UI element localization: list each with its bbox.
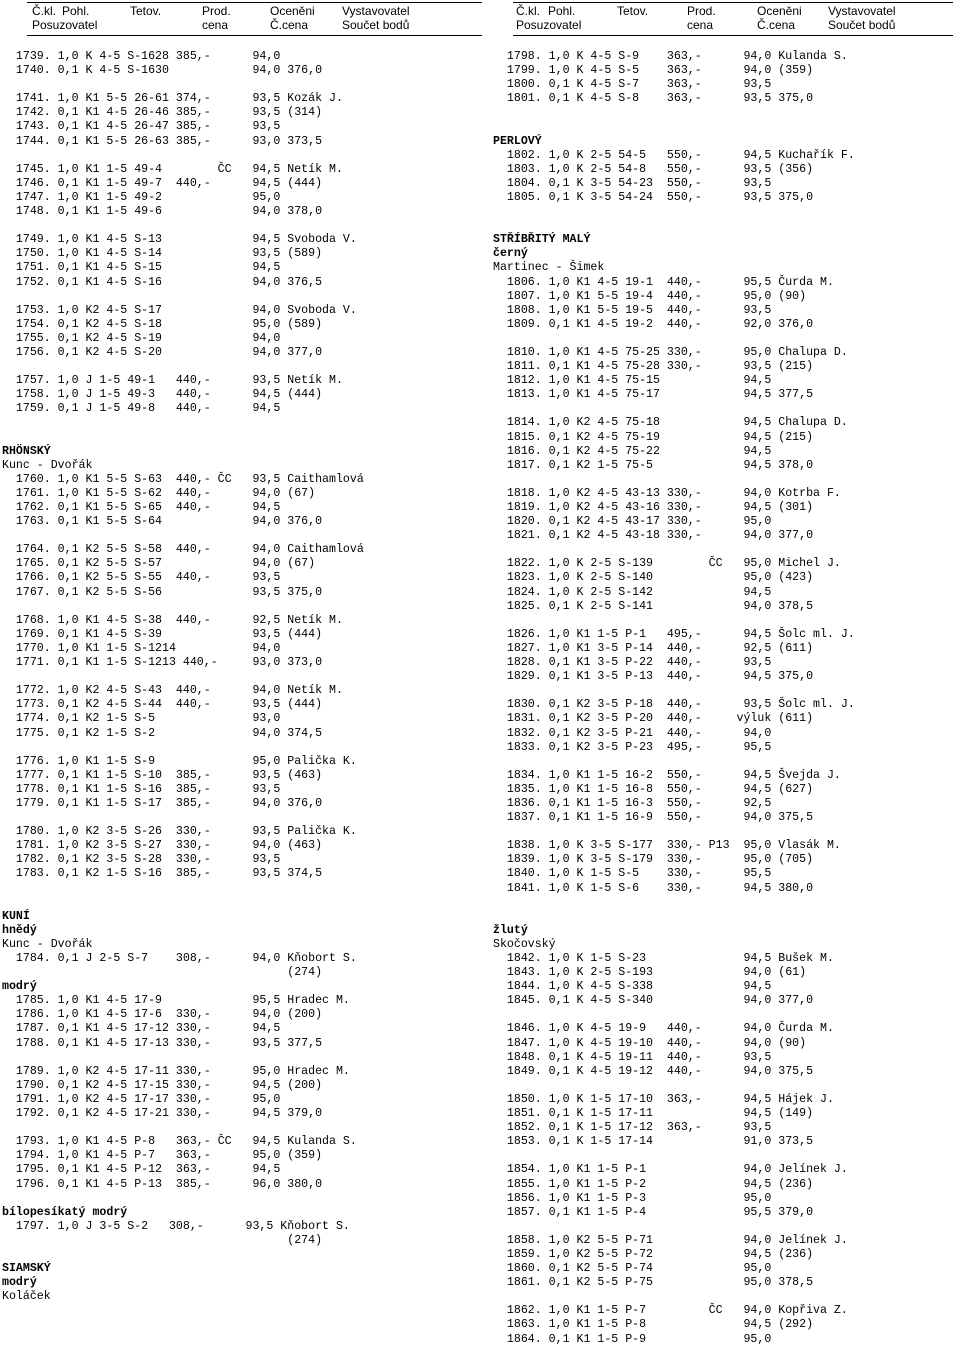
spacer [493, 543, 958, 557]
left-column [2, 50, 480, 1304]
table-row: 1794. 1,0 K1 4-5 P-7 363,- 95,0 (359) [2, 1149, 323, 1163]
table-row: 1859. 1,0 K2 5-5 P-72 94,5 (236) [493, 1247, 814, 1261]
header-cell-price: Prod. [202, 4, 231, 18]
table-row: 1777. 0,1 K1 1-5 S-10 385,- 93,5 (463) [2, 768, 323, 782]
table-row: 1781. 1,0 K2 3-5 S-27 330,- 94,0 (463) [2, 839, 323, 853]
table-row: 1840. 1,0 K 1-5 S-5 330,- 95,5 [493, 867, 772, 881]
table-row: 1848. 0,1 K 4-5 19-11 440,- 93,5 [493, 1050, 772, 1064]
text-line: Skočovský [493, 937, 556, 951]
spacer [2, 1121, 480, 1135]
spacer [493, 205, 958, 219]
table-row: 1804. 0,1 K 3-5 54-23 550,- 93,5 [493, 176, 772, 190]
header-cell-judge: Posuzovatel [516, 18, 582, 32]
table-row: 1834. 1,0 K1 1-5 16-2 550,- 94,5 Švejda J. [493, 768, 841, 782]
table-row: 1745. 1,0 K1 1-5 49-4 ČC 94,5 Netík M. [2, 162, 343, 176]
table-row: 1850. 1,0 K 1-5 17-10 363,- 94,5 Hájek J. [493, 1092, 834, 1106]
table-row: 1827. 1,0 K1 3-5 P-14 440,- 92,5 (611) [493, 641, 814, 655]
section-heading: hnědý [2, 923, 37, 937]
table-row: 1766. 0,1 K2 5-5 S-55 440,- 93,5 [2, 571, 281, 585]
table-row: 1832. 0,1 K2 3-5 P-21 440,- 94,0 [493, 726, 772, 740]
spacer [2, 896, 480, 910]
spacer [493, 402, 958, 416]
table-row: 1847. 1,0 K 4-5 19-10 440,- 94,0 (90) [493, 1036, 807, 1050]
header-cell-points: Součet bodů [342, 18, 410, 32]
table-row: 1822. 1,0 K 2-5 S-139 ČC 95,0 Michel J. [493, 557, 841, 571]
table-row: 1841. 1,0 K 1-5 S-6 330,- 94,5 380,0 [493, 881, 814, 895]
table-row: 1814. 1,0 K2 4-5 75-18 94,5 Chalupa D. [493, 416, 848, 430]
table-row: 1747. 1,0 K1 1-5 49-2 95,0 [2, 190, 281, 204]
header-left [27, 2, 482, 36]
table-row: 1796. 0,1 K1 4-5 P-13 385,- 96,0 380,0 [2, 1177, 323, 1191]
header-cell-award-sub: Č.cena [270, 18, 309, 32]
table-row: 1761. 1,0 K1 5-5 S-62 440,- 94,0 (67) [2, 486, 316, 500]
spacer [2, 811, 480, 825]
table-row: 1864. 0,1 K1 1-5 P-9 95,0 [493, 1332, 772, 1346]
table-row: 1758. 1,0 J 1-5 49-3 440,- 94,5 (444) [2, 388, 323, 402]
table-row: 1829. 0,1 K1 3-5 P-13 440,- 94,5 375,0 [493, 670, 814, 684]
table-row: 1835. 1,0 K1 1-5 16-8 550,- 94,5 (627) [493, 782, 814, 796]
table-row: 1824. 1,0 K 2-5 S-142 94,5 [493, 585, 772, 599]
spacer [493, 614, 958, 628]
header-cell-tattoo: Tetov. [617, 4, 649, 18]
header-right [513, 2, 953, 36]
table-row: 1744. 0,1 K1 5-5 26-63 385,- 93,0 373,5 [2, 134, 323, 148]
text-line: Kunc - Dvořák [2, 937, 93, 951]
table-row: 1790. 0,1 K2 4-5 17-15 330,- 94,5 (200) [2, 1078, 323, 1092]
spacer [493, 755, 958, 769]
right-column [493, 50, 958, 1347]
spacer [493, 473, 958, 487]
table-row: 1792. 0,1 K2 4-5 17-21 330,- 94,5 379,0 [2, 1107, 323, 1121]
table-row: 1825. 0,1 K 2-5 S-141 94,0 378,5 [493, 599, 814, 613]
spacer [2, 149, 480, 163]
table-row: 1801. 0,1 K 4-5 S-8 363,- 93,5 375,0 [493, 92, 814, 106]
table-row: 1842. 1,0 K 1-5 S-23 94,5 Bušek M. [493, 952, 834, 965]
section-heading: černý [493, 247, 528, 261]
table-header [0, 0, 960, 33]
table-row: 1852. 0,1 K 1-5 17-12 363,- 93,5 [493, 1121, 772, 1135]
table-row: 1802. 1,0 K 2-5 54-5 550,- 94,5 Kuchařík F. [493, 148, 855, 162]
section-heading: bílopesíkatý modrý [2, 1205, 128, 1219]
header-cell-class-no: Č.kl. [32, 4, 56, 18]
spacer [493, 1290, 958, 1304]
spacer [2, 290, 480, 304]
spacer [493, 332, 958, 346]
table-row: 1778. 0,1 K1 1-5 S-16 385,- 93,5 [2, 782, 281, 796]
spacer [493, 896, 958, 910]
section-heading: SIAMSKÝ [2, 1262, 51, 1276]
table-row: 1785. 1,0 K1 4-5 17-9 95,5 Hradec M. [2, 994, 350, 1008]
table-row: 1839. 1,0 K 3-5 S-179 330,- 95,0 (705) [493, 853, 814, 867]
table-row: 1746. 0,1 K1 1-5 49-7 440,- 94,5 (444) [2, 176, 323, 190]
table-row: 1757. 1,0 J 1-5 49-1 440,- 93,5 Netík M. [2, 374, 343, 388]
table-row: 1750. 1,0 K1 4-5 S-14 93,5 (589) [2, 247, 323, 261]
table-row: 1826. 1,0 K1 1-5 P-1 495,- 94,5 Šolc ml. J. [493, 627, 855, 641]
table-row: 1775. 0,1 K2 1-5 S-2 94,0 374,5 [2, 726, 323, 740]
spacer [2, 600, 480, 614]
table-row: 1857. 0,1 K1 1-5 P-4 95,5 379,0 [493, 1205, 814, 1219]
spacer [2, 741, 480, 755]
spacer [2, 431, 480, 445]
table-row: 1773. 0,1 K2 4-5 S-44 440,- 93,5 (444) [2, 698, 323, 712]
header-cell-judge: Posuzovatel [32, 18, 98, 32]
table-row: 1812. 1,0 K1 4-5 75-15 94,5 [493, 374, 772, 388]
table-row: 1754. 0,1 K2 4-5 S-18 95,0 (589) [2, 317, 323, 331]
table-row: 1828. 0,1 K1 3-5 P-22 440,- 93,5 [493, 656, 772, 670]
table-row: 1849. 0,1 K 4-5 19-12 440,- 94,0 375,5 [493, 1064, 814, 1078]
table-row: 1836. 0,1 K1 1-5 16-3 550,- 92,5 [493, 796, 772, 810]
header-cell-sex: Pohl. [548, 4, 576, 18]
table-row: 1815. 0,1 K2 4-5 75-19 94,5 (215) [493, 430, 814, 444]
table-row: 1805. 0,1 K 3-5 54-24 550,- 93,5 375,0 [493, 190, 814, 204]
table-row: 1795. 0,1 K1 4-5 P-12 363,- 94,5 [2, 1163, 281, 1177]
table-row: 1809. 0,1 K1 4-5 19-2 440,- 92,0 376,0 [493, 317, 814, 331]
table-row: 1855. 1,0 K1 1-5 P-2 94,5 (236) [493, 1177, 814, 1191]
spacer [493, 1079, 958, 1093]
text-line: Kunc - Dvořák [2, 458, 93, 472]
spacer [2, 416, 480, 430]
table-row: 1780. 1,0 K2 3-5 S-26 330,- 93,5 Palička K. [2, 825, 357, 839]
table-row: 1786. 1,0 K1 4-5 17-6 330,- 94,0 (200) [2, 1008, 323, 1022]
header-cell-exhibitor: Vystavovatel [342, 4, 410, 18]
spacer [2, 882, 480, 896]
table-row: 1793. 1,0 K1 4-5 P-8 363,- ČC 94,5 Kulanda S. [2, 1135, 357, 1149]
table-row: 1820. 0,1 K2 4-5 43-17 330,- 95,0 [493, 515, 772, 529]
spacer [493, 910, 958, 924]
table-row: 1813. 1,0 K1 4-5 75-17 94,5 377,5 [493, 388, 814, 402]
spacer [493, 1008, 958, 1022]
table-row: 1811. 0,1 K1 4-5 75-28 330,- 93,5 (215) [493, 360, 814, 374]
table-row: 1798. 1,0 K 4-5 S-9 363,- 94,0 Kulanda S. [493, 50, 848, 63]
table-row: 1806. 1,0 K1 4-5 19-1 440,- 95,5 Čurda M. [493, 275, 834, 289]
table-row: 1821. 0,1 K2 4-5 43-18 330,- 94,0 377,0 [493, 529, 814, 543]
table-row: 1742. 0,1 K1 4-5 26-46 385,- 93,5 (314) [2, 106, 323, 120]
table-row: 1858. 1,0 K2 5-5 P-71 94,0 Jelínek J. [493, 1233, 848, 1247]
table-row: 1752. 0,1 K1 4-5 S-16 94,0 376,5 [2, 275, 323, 289]
section-heading: modrý [2, 1276, 37, 1290]
table-row: 1751. 0,1 K1 4-5 S-15 94,5 [2, 261, 281, 275]
text-line: (274) [2, 1233, 323, 1247]
header-cell-award: Oceněni [270, 4, 315, 18]
spacer [493, 219, 958, 233]
table-row: 1799. 1,0 K 4-5 S-5 363,- 94,0 (359) [493, 64, 814, 78]
table-row: 1767. 0,1 K2 5-5 S-56 93,5 375,0 [2, 585, 323, 599]
section-heading: PERLOVÝ [493, 134, 542, 148]
spacer [2, 670, 480, 684]
text-line: Koláček [2, 1290, 51, 1304]
table-row: 1853. 0,1 K 1-5 17-14 91,0 373,5 [493, 1135, 814, 1149]
spacer [493, 1149, 958, 1163]
table-row: 1740. 0,1 K 4-5 S-1630 94,0 376,0 [2, 64, 323, 78]
spacer [493, 106, 958, 120]
section-heading: RHÖNSKÝ [2, 444, 51, 458]
spacer [2, 1192, 480, 1206]
header-cell-sex: Pohl. [62, 4, 90, 18]
spacer [2, 529, 480, 543]
table-row: 1843. 1,0 K 2-5 S-193 94,0 (61) [493, 966, 807, 980]
table-row: 1762. 0,1 K1 5-5 S-65 440,- 94,5 [2, 501, 281, 514]
header-cell-award-sub: Č.cena [757, 18, 796, 32]
table-row: 1776. 1,0 K1 1-5 S-9 95,0 Palička K. [2, 754, 357, 768]
spacer [493, 825, 958, 839]
table-row: 1748. 0,1 K1 1-5 49-6 94,0 378,0 [2, 205, 323, 219]
table-row: 1808. 1,0 K1 5-5 19-5 440,- 93,5 [493, 303, 772, 317]
table-row: 1810. 1,0 K1 4-5 75-25 330,- 95,0 Chalupa D. [493, 345, 848, 359]
header-cell-price-sub: cena [687, 18, 714, 32]
table-row: 1782. 0,1 K2 3-5 S-28 330,- 93,5 [2, 853, 281, 867]
table-row: 1756. 0,1 K2 4-5 S-20 94,0 377,0 [2, 345, 323, 359]
spacer [493, 684, 958, 698]
table-row: 1833. 0,1 K2 3-5 P-23 495,- 95,5 [493, 740, 772, 754]
table-row: 1816. 0,1 K2 4-5 75-22 94,5 [493, 444, 772, 458]
table-row: 1789. 1,0 K2 4-5 17-11 330,- 95,0 Hradec M. [2, 1064, 350, 1078]
table-row: 1741. 1,0 K1 5-5 26-61 374,- 93,5 Kozák J. [2, 92, 343, 106]
table-row: 1749. 1,0 K1 4-5 S-13 94,5 Svoboda V. [2, 233, 357, 247]
header-cell-tattoo: Tetov. [130, 4, 162, 18]
table-row: 1765. 0,1 K2 5-5 S-57 94,0 (67) [2, 557, 316, 571]
table-row: 1739. 1,0 K 4-5 S-1628 385,- 94,0 [2, 50, 281, 63]
header-cell-award: Oceněni [757, 4, 802, 18]
table-row: 1818. 1,0 K2 4-5 43-13 330,- 94,0 Kotrba F. [493, 486, 841, 500]
spacer [493, 1220, 958, 1234]
header-cell-points: Součet bodů [828, 18, 896, 32]
section-heading: STŘÍBŘITÝ MALÝ [493, 233, 591, 247]
spacer [2, 78, 480, 92]
table-row: 1783. 0,1 K2 1-5 S-16 385,- 93,5 374,5 [2, 867, 323, 881]
table-row: 1844. 1,0 K 4-5 S-338 94,5 [493, 980, 772, 994]
table-row: 1807. 1,0 K1 5-5 19-4 440,- 95,0 (90) [493, 289, 807, 303]
table-row: 1769. 0,1 K1 4-5 S-39 93,5 (444) [2, 627, 323, 641]
table-row: 1743. 0,1 K1 4-5 26-47 385,- 93,5 [2, 120, 281, 134]
table-row: 1831. 0,1 K2 3-5 P-20 440,- výluk (611) [493, 712, 814, 726]
table-row: 1764. 0,1 K2 5-5 S-58 440,- 94,0 Caithamlová [2, 543, 364, 557]
table-row: 1779. 0,1 K1 1-5 S-17 385,- 94,0 376,0 [2, 796, 323, 810]
table-row: 1774. 0,1 K2 1-5 S-5 93,0 [2, 712, 281, 726]
section-heading: KUNÍ [2, 909, 30, 923]
table-row: 1861. 0,1 K2 5-5 P-75 95,0 378,5 [493, 1276, 814, 1290]
spacer [2, 360, 480, 374]
table-row: 1862. 1,0 K1 1-5 P-7 ČC 94,0 Kopřiva Z. [493, 1304, 848, 1318]
header-cell-exhibitor: Vystavovatel [828, 4, 896, 18]
table-row: 1837. 0,1 K1 1-5 16-9 550,- 94,0 375,5 [493, 811, 814, 825]
table-row: 1755. 0,1 K2 4-5 S-19 94,0 [2, 331, 281, 345]
table-row: 1863. 1,0 K1 1-5 P-8 94,5 (292) [493, 1318, 814, 1332]
table-row: 1787. 0,1 K1 4-5 17-12 330,- 94,5 [2, 1022, 281, 1036]
spacer [2, 1248, 480, 1262]
table-row: 1759. 0,1 J 1-5 49-8 440,- 94,5 [2, 402, 281, 416]
header-cell-price-sub: cena [202, 18, 229, 32]
table-row: 1770. 1,0 K1 1-5 S-1214 94,0 [2, 641, 281, 655]
table-row: 1760. 1,0 K1 5-5 S-63 440,- ČC 93,5 Caithamlová [2, 472, 364, 486]
table-row: 1791. 1,0 K2 4-5 17-17 330,- 95,0 [2, 1092, 281, 1106]
table-row: 1845. 0,1 K 4-5 S-340 94,0 377,0 [493, 994, 814, 1008]
table-row: 1797. 1,0 J 3-5 S-2 308,- 93,5 Kňobort S. [2, 1219, 350, 1233]
table-row: 1788. 0,1 K1 4-5 17-13 330,- 93,5 377,5 [2, 1036, 323, 1050]
table-row: 1753. 1,0 K2 4-5 S-17 94,0 Svoboda V. [2, 303, 357, 317]
table-row: 1856. 1,0 K1 1-5 P-3 95,0 [493, 1191, 772, 1205]
header-cell-price: Prod. [687, 4, 716, 18]
table-row: 1854. 1,0 K1 1-5 P-1 94,0 Jelínek J. [493, 1163, 848, 1177]
table-row: 1768. 1,0 K1 4-5 S-38 440,- 92,5 Netík M. [2, 613, 343, 627]
table-row: 1763. 0,1 K1 5-5 S-64 94,0 376,0 [2, 515, 323, 529]
table-row: 1784. 0,1 J 2-5 S-7 308,- 94,0 Kňobort S. [2, 952, 357, 965]
section-heading: žlutý [493, 923, 528, 937]
spacer [2, 1051, 480, 1065]
table-row: 1803. 1,0 K 2-5 54-8 550,- 93,5 (356) [493, 162, 814, 176]
table-row: 1819. 1,0 K2 4-5 43-16 330,- 94,5 (301) [493, 501, 814, 514]
table-row: 1817. 0,1 K2 1-5 75-5 94,5 378,0 [493, 458, 814, 472]
table-row: 1860. 0,1 K2 5-5 P-74 95,0 [493, 1262, 772, 1276]
table-row: 1830. 0,1 K2 3-5 P-18 440,- 93,5 Šolc ml. J. [493, 698, 855, 712]
spacer [493, 120, 958, 134]
table-row: 1838. 1,0 K 3-5 S-177 330,- P13 95,0 Vlasák M. [493, 839, 841, 853]
spacer [2, 219, 480, 233]
text-line: (274) [2, 966, 323, 980]
text-line: Martinec - Šimek [493, 261, 605, 275]
section-heading: modrý [2, 980, 37, 994]
table-row: 1771. 0,1 K1 1-5 S-1213 440,- 93,0 373,0 [2, 656, 323, 670]
table-row: 1800. 0,1 K 4-5 S-7 363,- 93,5 [493, 78, 772, 92]
table-row: 1851. 0,1 K 1-5 17-11 94,5 (149) [493, 1107, 814, 1121]
header-cell-class-no: Č.kl. [516, 4, 540, 18]
table-row: 1846. 1,0 K 4-5 19-9 440,- 94,0 Čurda M. [493, 1022, 834, 1036]
table-row: 1823. 1,0 K 2-5 S-140 95,0 (423) [493, 571, 814, 585]
table-row: 1772. 1,0 K2 4-5 S-43 440,- 94,0 Netík M. [2, 684, 343, 698]
